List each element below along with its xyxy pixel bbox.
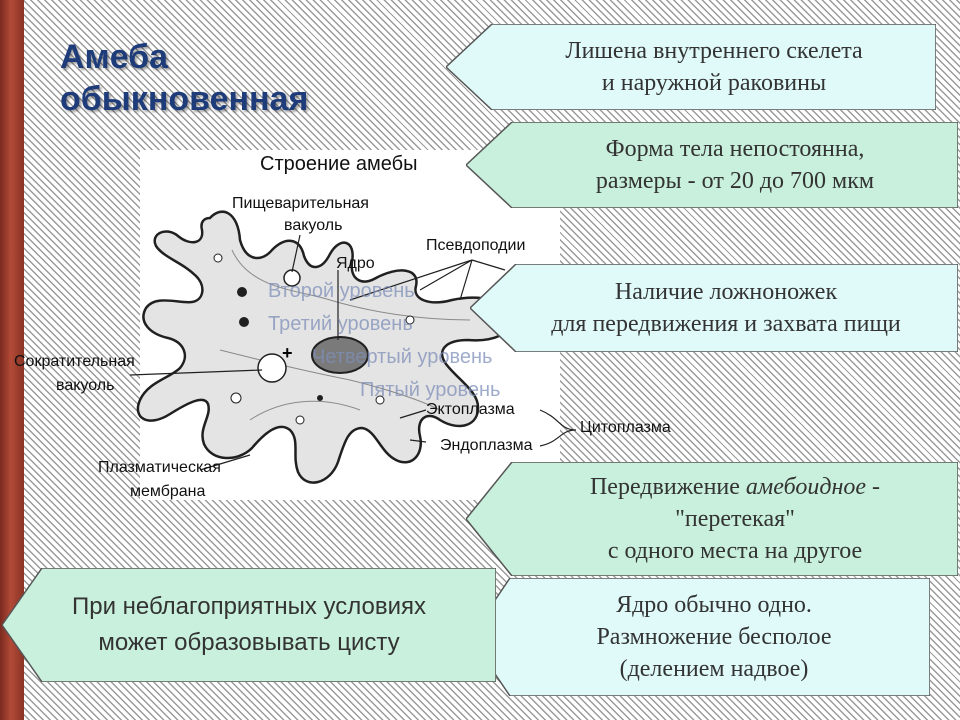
fact-callout-reproduction (470, 578, 930, 696)
label-cytoplasm: Цитоплазма (580, 419, 671, 436)
fact-callout-movement (466, 462, 958, 576)
label-digestive-vacuole-2: вакуоль (284, 217, 343, 234)
overlay-level-5: Пятый уровень (360, 379, 501, 401)
plus-sign: + (282, 343, 293, 363)
fact-line: с одного места на другое (607, 538, 863, 564)
fact-line: Наличие ложноножек (614, 279, 838, 305)
label-nucleus: Ядро (336, 255, 375, 272)
overlay-level-4: Четвертый уровень (312, 346, 493, 368)
overlay-level-2: Второй уровень (268, 280, 415, 302)
fact-line: размеры - от 20 до 700 мкм (595, 168, 875, 194)
fact-line: Размножение бесполое (596, 624, 832, 650)
fact-line: "перетекая" (675, 506, 795, 532)
title-line-1: Амеба (60, 38, 169, 76)
fact-emphasis: амебоидное (745, 474, 867, 500)
fact-callout-skeleton (446, 24, 936, 110)
food-vacuole (237, 287, 247, 297)
label-pseudopodia: Псевдоподии (426, 237, 526, 254)
label-ectoplasm: Эктоплазма (426, 401, 515, 418)
fact-line: Форма тела непостоянна, (605, 136, 865, 162)
fact-line (590, 471, 880, 503)
diagram-title: Строение амебы (260, 153, 418, 175)
food-vacuole (239, 317, 249, 327)
label-contractile-vacuole-2: вакуоль (56, 377, 115, 394)
food-vacuole (231, 393, 241, 403)
food-vacuole (317, 395, 323, 401)
fact-text: - (866, 474, 881, 500)
food-vacuole (214, 254, 222, 262)
fact-line: При неблагоприятных условиях (71, 593, 426, 620)
fact-line: (делением надвое) (619, 656, 809, 682)
label-contractile-vacuole-1: Сократительная (14, 353, 135, 370)
fact-callout-shape-size (466, 122, 958, 208)
fact-callout-cyst (2, 568, 496, 682)
fact-text: Передвижение (589, 474, 746, 500)
fact-line: Лишена внутреннего скелета (565, 38, 863, 64)
fact-line: может образовывать цисту (98, 629, 400, 656)
fact-line: и наружной раковины (601, 70, 827, 96)
label-plasma-membrane-1: Плазматическая (98, 459, 221, 476)
food-vacuole (296, 416, 304, 424)
fact-line: Ядро обычно одно. (616, 592, 812, 618)
fact-callout-pseudopodia (470, 264, 958, 352)
fact-line: для передвижения и захвата пищи (551, 311, 901, 337)
label-plasma-membrane-2: мембрана (130, 483, 206, 500)
overlay-level-3: Третий уровень (268, 313, 413, 335)
label-digestive-vacuole-1: Пищеварительная (232, 195, 369, 212)
label-endoplasm: Эндоплазма (440, 437, 533, 454)
title-line-2: обыкновенная (60, 80, 309, 118)
